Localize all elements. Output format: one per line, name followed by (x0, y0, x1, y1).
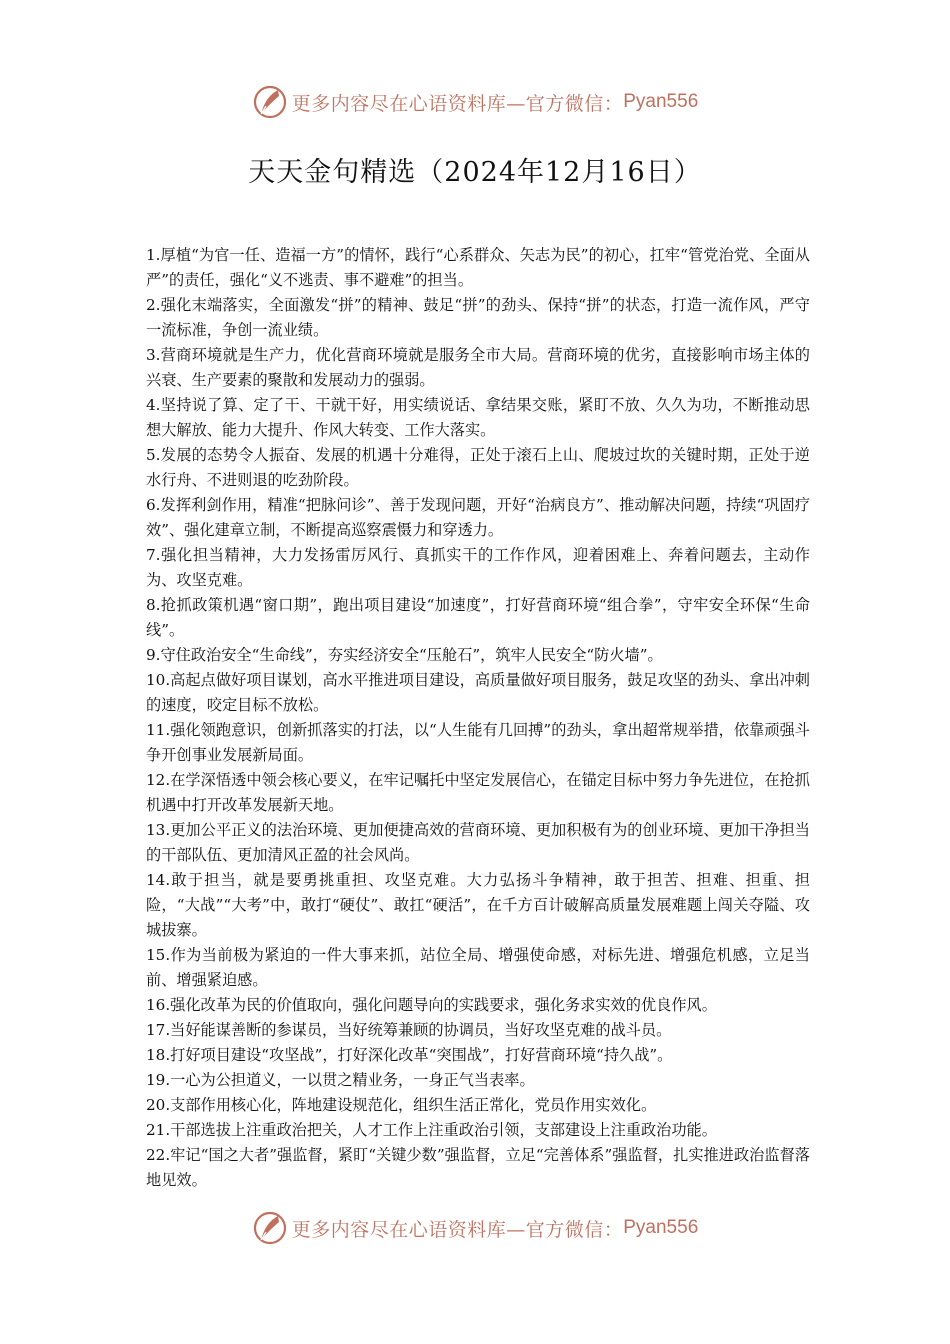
list-item: 7.强化担当精神，大力发扬雷厉风行、真抓实干的工作作风，迎着困难上、奔着问题去，主动作为、攻坚克难。 (146, 546, 810, 589)
list-item: 13.更加公平正义的法治环境、更加便捷高效的营商环境、更加积极有为的创业环境、更加干净担当的干部队伍、更加清风正盈的社会风尚。 (146, 821, 810, 864)
list-item: 12.在学深悟透中领会核心要义，在牢记嘱托中坚定发展信心，在锚定目标中努力争先进位，在抢抓机遇中打开改革发展新天地。 (146, 771, 810, 814)
list-item: 8.抢抓政策机遇“窗口期”，跑出项目建设“加速度”，打好营商环境“组合拳”，守牢安全环保“生命线”。 (146, 596, 810, 639)
list-item: 10.高起点做好项目谋划，高水平推进项目建设，高质量做好项目服务，鼓足攻坚的劲头、拿出冲刺的速度，咬定目标不放松。 (146, 671, 810, 714)
page-title: 天天金句精选（2024年12月16日） (248, 157, 702, 188)
list-item: 19.一心为公担道义，一以贯之精业务，一身正气当表率。 (146, 1071, 535, 1089)
list-item: 1.厚植“为官一任、造福一方”的情怀，践行“心系群众、矢志为民”的初心，扛牢“管党治党、全面从严”的责任，强化“义不逃责、事不避难”的担当。 (146, 246, 810, 289)
banner-wechat-id: Pyan556 (623, 91, 699, 112)
banner-wechat-id: Pyan556 (623, 1217, 699, 1238)
quill-pen-icon (252, 1210, 288, 1246)
list-item: 3.营商环境就是生产力，优化营商环境就是服务全市大局。营商环境的优劣，直接影响市场主体的兴衰、生产要素的聚散和发展动力的强弱。 (146, 346, 810, 389)
list-item: 2.强化末端落实，全面激发“拼”的精神、鼓足“拼”的劲头、保持“拼”的状态，打造一流作风，严守一流标准，争创一流业绩。 (146, 296, 810, 339)
list-item: 17.当好能谋善断的参谋员，当好统筹兼顾的协调员，当好攻坚克难的战斗员。 (146, 1021, 672, 1039)
list-item: 18.打好项目建设“攻坚战”，打好深化改革“突围战”，打好营商环境“持久战”。 (146, 1046, 673, 1064)
list-item: 9.守住政治安全“生命线”，夯实经济安全“压舱石”，筑牢人民安全“防火墙”。 (146, 646, 663, 664)
list-item: 6.发挥利剑作用，精准“把脉问诊”、善于发现问题，开好“治病良方”、推动解决问题，持续“巩固疗效”、强化建章立制，不断提高巡察震慑力和穿透力。 (146, 496, 810, 539)
list-item: 21.干部选拔上注重政治把关，人才工作上注重政治引领，支部建设上注重政治功能。 (146, 1121, 717, 1139)
list-item: 15.作为当前极为紧迫的一件大事来抓，站位全局、增强使命感，对标先进、增强危机感，立足当前、增强紧迫感。 (146, 946, 810, 989)
list-item: 4.坚持说了算、定了干、干就干好，用实绩说话、拿结果交账，紧盯不放、久久为功，不断推动思想大解放、能力大提升、作风大转变、工作大落实。 (146, 396, 810, 439)
list-item: 16.强化改革为民的价值取向，强化问题导向的实践要求，强化务求实效的优良作风。 (146, 996, 717, 1014)
quote-list (146, 243, 810, 1193)
header-banner (0, 82, 950, 122)
list-item: 11.强化领跑意识，创新抓落实的打法，以“人生能有几回搏”的劲头，拿出超常规举措，依靠顽强斗争开创事业发展新局面。 (146, 721, 810, 764)
banner-text: 更多内容尽在心语资料库—官方微信： (291, 92, 624, 115)
quill-pen-icon (252, 84, 288, 120)
list-item: 20.支部作用核心化，阵地建设规范化，组织生活正常化，党员作用实效化。 (146, 1096, 657, 1114)
list-item: 5.发展的态势令人振奋、发展的机遇十分难得，正处于滚石上山、爬坡过坎的关键时期，正处于逆水行舟、不进则退的吃劲阶段。 (146, 446, 810, 489)
list-item: 22.牢记“国之大者”强监督，紧盯“关键少数”强监督，立足“完善体系”强监督，扎实推进政治监督落地见效。 (146, 1146, 810, 1189)
banner-text: 更多内容尽在心语资料库—官方微信： (291, 1218, 624, 1241)
list-item: 14.敢于担当，就是要勇挑重担、攻坚克难。大力弘扬斗争精神，敢于担苦、担难、担重、担险，“大战”“大考”中，敢打“硬仗”、敢扛“硬活”，在千方百计破解高质量发展难题上闯关夺隘、攻城拔寨。 (146, 871, 810, 939)
footer-banner (0, 1208, 950, 1248)
